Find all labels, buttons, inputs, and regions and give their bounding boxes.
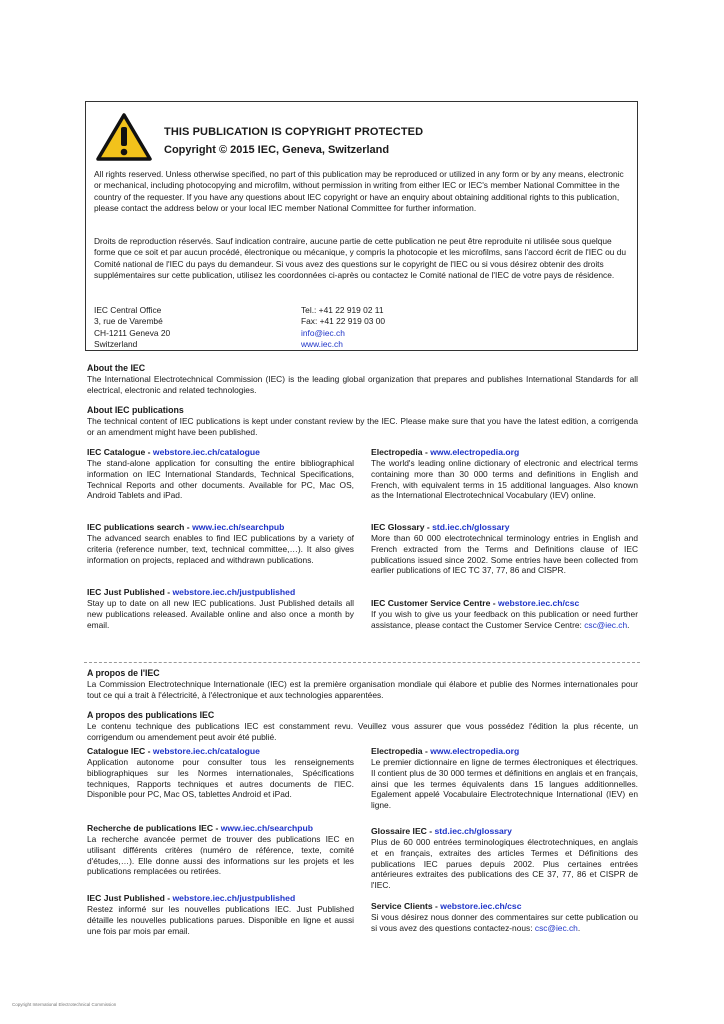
copyright-box [85, 101, 638, 351]
catalogue-fr-entry [87, 746, 354, 800]
csc-email-link[interactable]: csc@iec.ch [584, 619, 628, 630]
entry-heading [87, 447, 354, 458]
section-text: La Commission Electrotechnique Internationale (IEC) est la première organisation mondiale qui élabore et publie des Normes internationales pour tout ce qui a trait à l'électricité, à l'électronique et aux technologies apparentées. [87, 679, 638, 700]
entry-heading [87, 746, 354, 757]
email-link[interactable]: info@iec.ch [301, 327, 345, 338]
glossary-link[interactable]: std.iec.ch/glossary [432, 522, 510, 532]
entry-heading [371, 746, 638, 757]
about-iec-section [87, 363, 638, 396]
about-publications-section [87, 405, 638, 438]
entry-text: The stand-alone application for consulting the entire bibliographical information on IEC International Standards, Technical Specifications, Technical Reports and other documents. Available for PC, Mac OS, Android Tablets and iPad. [87, 458, 354, 501]
section-heading: About IEC publications [87, 405, 184, 415]
website-link[interactable]: www.iec.ch [301, 339, 343, 350]
entry-heading [87, 893, 354, 904]
csc-fr-link[interactable]: webstore.iec.ch/csc [440, 901, 522, 911]
recherche-entry [87, 823, 354, 877]
electropedia-entry [371, 447, 638, 501]
searchpub-link[interactable]: www.iec.ch/searchpub [192, 522, 285, 532]
address-line: CH-1211 Geneva 20 [94, 327, 171, 338]
entry-heading [371, 522, 638, 533]
copyright-title: THIS PUBLICATION IS COPYRIGHT PROTECTED [164, 126, 424, 138]
entry-heading [87, 522, 354, 533]
fax: Fax: +41 22 919 03 00 [301, 316, 386, 327]
rights-paragraph-en: All rights reserved. Unless otherwise specified, no part of this publication may be reproduced or utilized in any form or by any means, electronic or mechanical, including photocopying and microfilm, without permission in writing from either IEC or IEC's member National Committee in the country of the requester. If you have any questions about IEC copyright or have an enquiry about obtaining additional rights to this publication, please contact the address below or your local IEC member National Committee for further information. [94, 169, 624, 214]
address-block [94, 305, 170, 351]
customer-service-entry [371, 598, 638, 631]
just-published-entry [87, 587, 354, 630]
section-heading: A propos de l'IEC [87, 668, 160, 678]
a-propos-iec-section [87, 668, 638, 701]
entry-title: IEC Customer Service Centre - [371, 598, 499, 608]
electropedia-fr-link[interactable]: www.electropedia.org [430, 746, 520, 756]
entry-text-body: Si vous désirez nous donner des commentaires sur cette publication ou si vous avez des questions contactez-nous: [371, 912, 638, 933]
entry-heading [371, 901, 638, 912]
entry-title: IEC Glossary - [371, 522, 433, 532]
entry-title: Recherche de publications IEC - [87, 823, 221, 833]
glossary-fr-link[interactable]: std.iec.ch/glossary [434, 826, 512, 836]
entry-title: IEC Just Published - [87, 893, 173, 903]
entry-title: Glossaire IEC - [371, 826, 435, 836]
entry-heading [371, 826, 638, 837]
entry-heading [87, 587, 354, 598]
entry-heading [87, 823, 354, 834]
entry-text: Le premier dictionnaire en ligne de termes électroniques et électriques. Il contient plus de 30 000 termes et définitions en anglais et en français, ainsi que les termes équivalents dans 15 langues additionnelles. Egalement appelé Vocabulaire Electrotechnique International (IEV) en ligne. [371, 757, 638, 811]
entry-title: Electropedia - [371, 746, 431, 756]
entry-title: IEC publications search - [87, 522, 193, 532]
csc-link[interactable]: webstore.iec.ch/csc [498, 598, 580, 608]
entry-title: Service Clients - [371, 901, 441, 911]
csc-fr-email-link[interactable]: csc@iec.ch [534, 922, 578, 933]
justpublished-link[interactable]: webstore.iec.ch/justpublished [172, 587, 296, 597]
glossaire-entry [371, 826, 638, 891]
a-propos-publications-section [87, 710, 638, 743]
language-divider [84, 662, 640, 663]
entry-text-end: . [577, 922, 581, 933]
justpublished-fr-link[interactable]: webstore.iec.ch/justpublished [172, 893, 296, 903]
entry-text-end: . [627, 619, 630, 630]
entry-text-body: If you wish to give us your feedback on this publication or need further assistance, please contact the Customer Service Centre: [371, 609, 638, 630]
entry-text: La recherche avancée permet de trouver des publications IEC en utilisant différents critères (numéro de référence, texte, comité d'études,…). Elle donne aussi des informations sur les projets et les publications remplacées ou retirées. [87, 834, 354, 877]
section-heading: About the IEC [87, 363, 146, 373]
copyright-subtitle: Copyright © 2015 IEC, Geneva, Switzerland [164, 144, 390, 156]
section-heading: A propos des publications IEC [87, 710, 215, 720]
service-clients-entry [371, 901, 638, 934]
catalogue-entry [87, 447, 354, 501]
telephone: Tel.: +41 22 919 02 11 [301, 305, 384, 315]
rights-paragraph-fr: Droits de reproduction réservés. Sauf indication contraire, aucune partie de cette publication ne peut être reproduite ni utilisée sous quelque forme que ce soit et par aucun procédé, électronique ou mécanique, y compris la photocopie et les microfilms, sans l'accord écrit de l'IEC ou du Comité national de l'IEC du pays du demandeur. Si vous avez des questions sur le copyright de l'IEC ou si vous désirez obtenir des droits supplémentaires sur cette publication, utilisez les coordonnées ci-après ou contactez le Comité national de l'IEC de votre pays de résidence. [94, 236, 627, 281]
catalogue-fr-link[interactable]: webstore.iec.ch/catalogue [152, 746, 260, 756]
entry-text: The world's leading online dictionary of electronic and electrical terms containing more than 30 000 terms and definitions in English and French, with equivalent terms in 15 additional languages. Also known as the International Electrotechnical Vocabulary (IEV) online. [371, 458, 638, 501]
address-line: Switzerland [94, 339, 138, 350]
entry-heading [371, 598, 638, 609]
entry-text [371, 609, 638, 631]
entry-title: Electropedia - [371, 447, 431, 457]
entry-text: The advanced search enables to find IEC publications by a variety of criteria (reference number, text, technical committee,…). It also gives information on projects, replaced and withdrawn publications. [87, 533, 354, 565]
warning-icon [96, 112, 152, 162]
address-line: 3, rue de Varembé [94, 316, 163, 327]
contact-block [301, 305, 385, 351]
section-text: The International Electrotechnical Commission (IEC) is the leading global organization that prepares and publishes International Standards for all electrical, electronic and related technologies. [87, 374, 638, 395]
section-text: The technical content of IEC publications is kept under constant review by the IEC. Please make sure that you have the latest edition, a corrigenda or an amendment might have been published. [87, 416, 638, 437]
entry-text: Plus de 60 000 entrées terminologiques électrotechniques, en anglais et en français, extraites des articles Termes et Définitions des publications IEC parues depuis 2002. Plus certaines entrées antérieures extraites des publications des CE 37, 77, 86 et CISPR de l'IEC. [371, 837, 638, 891]
address-line: IEC Central Office [94, 305, 162, 315]
glossary-entry [371, 522, 638, 576]
entry-text: Stay up to date on all new IEC publications. Just Published details all new publications released. Available online and also once a month by email. [87, 598, 354, 630]
entry-heading [371, 447, 638, 458]
entry-text: More than 60 000 electrotechnical terminology entries in English and French extracted from the Terms and Definitions clause of IEC publications issued since 2002. Some entries have been collected from earlier publications of IEC TC 37, 77, 86 and CISPR. [371, 533, 638, 576]
search-entry [87, 522, 354, 565]
electropedia-fr-entry [371, 746, 638, 811]
section-text: Le contenu technique des publications IEC est constamment revu. Veuillez vous assurer que vous possédez l'édition la plus récente, un corrigendum ou amendement peut avoir été publié. [87, 721, 638, 742]
entry-title: IEC Just Published - [87, 587, 173, 597]
entry-text [371, 912, 638, 934]
entry-title: Catalogue IEC - [87, 746, 153, 756]
page-footer: Copyright International Electrotechnical Commission [12, 1002, 117, 1007]
searchpub-fr-link[interactable]: www.iec.ch/searchpub [220, 823, 314, 833]
catalogue-link[interactable]: webstore.iec.ch/catalogue [152, 447, 260, 457]
just-published-fr-entry [87, 893, 354, 936]
entry-text: Restez informé sur les nouvelles publications IEC. Just Published détaille les nouvelles publications parues. Disponible en ligne et aussi une fois par mois par email. [87, 904, 354, 936]
entry-title: IEC Catalogue - [87, 447, 153, 457]
electropedia-link[interactable]: www.electropedia.org [430, 447, 520, 457]
entry-text: Application autonome pour consulter tous les renseignements bibliographiques sur les Normes internationales, Spécifications techniques, Rapports techniques et autres documents de l'IEC. Disponible pour PC, Mac OS, tablettes Android et iPad. [87, 757, 354, 800]
